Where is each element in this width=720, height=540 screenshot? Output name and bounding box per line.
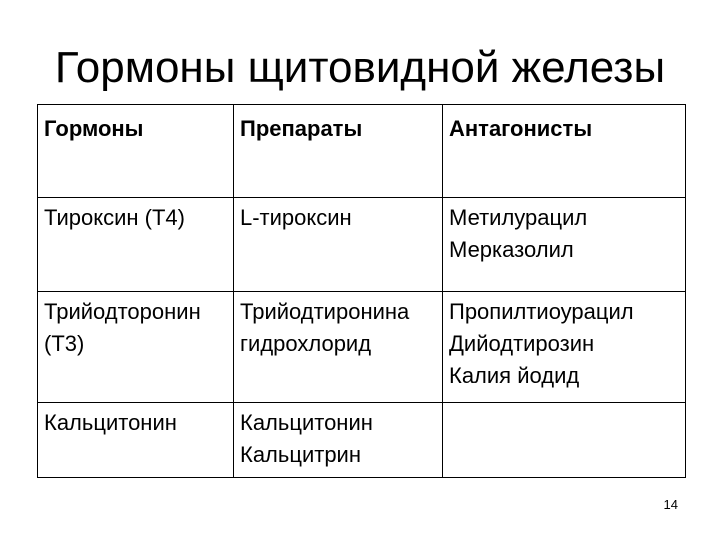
header-preparations: Препараты <box>234 105 443 198</box>
cell-antagonist <box>443 403 686 478</box>
table-row <box>38 403 686 478</box>
cell-hormone: Кальцитонин <box>38 403 234 478</box>
slide-title: Гормоны щитовидной железы <box>54 43 666 92</box>
header-antagonists: Антагонисты <box>443 105 686 198</box>
cell-antagonist: Пропилтиоурацил Дийодтирозин Калия йодид <box>443 292 686 403</box>
table-row <box>38 198 686 292</box>
header-hormones: Гормоны <box>38 105 234 198</box>
cell-antagonist: Метилурацил Мерказолил <box>443 198 686 292</box>
cell-hormone: Тироксин (Т4) <box>38 198 234 292</box>
table-header-row <box>38 105 686 198</box>
cell-hormone: Трийодторонин (Т3) <box>38 292 234 403</box>
cell-preparation: Кальцитонин Кальцитрин <box>234 403 443 478</box>
hormones-table <box>37 104 686 478</box>
page-number: 14 <box>663 497 678 512</box>
cell-preparation: Трийодтиронина гидрохлорид <box>234 292 443 403</box>
cell-preparation: L-тироксин <box>234 198 443 292</box>
table-row <box>38 292 686 403</box>
